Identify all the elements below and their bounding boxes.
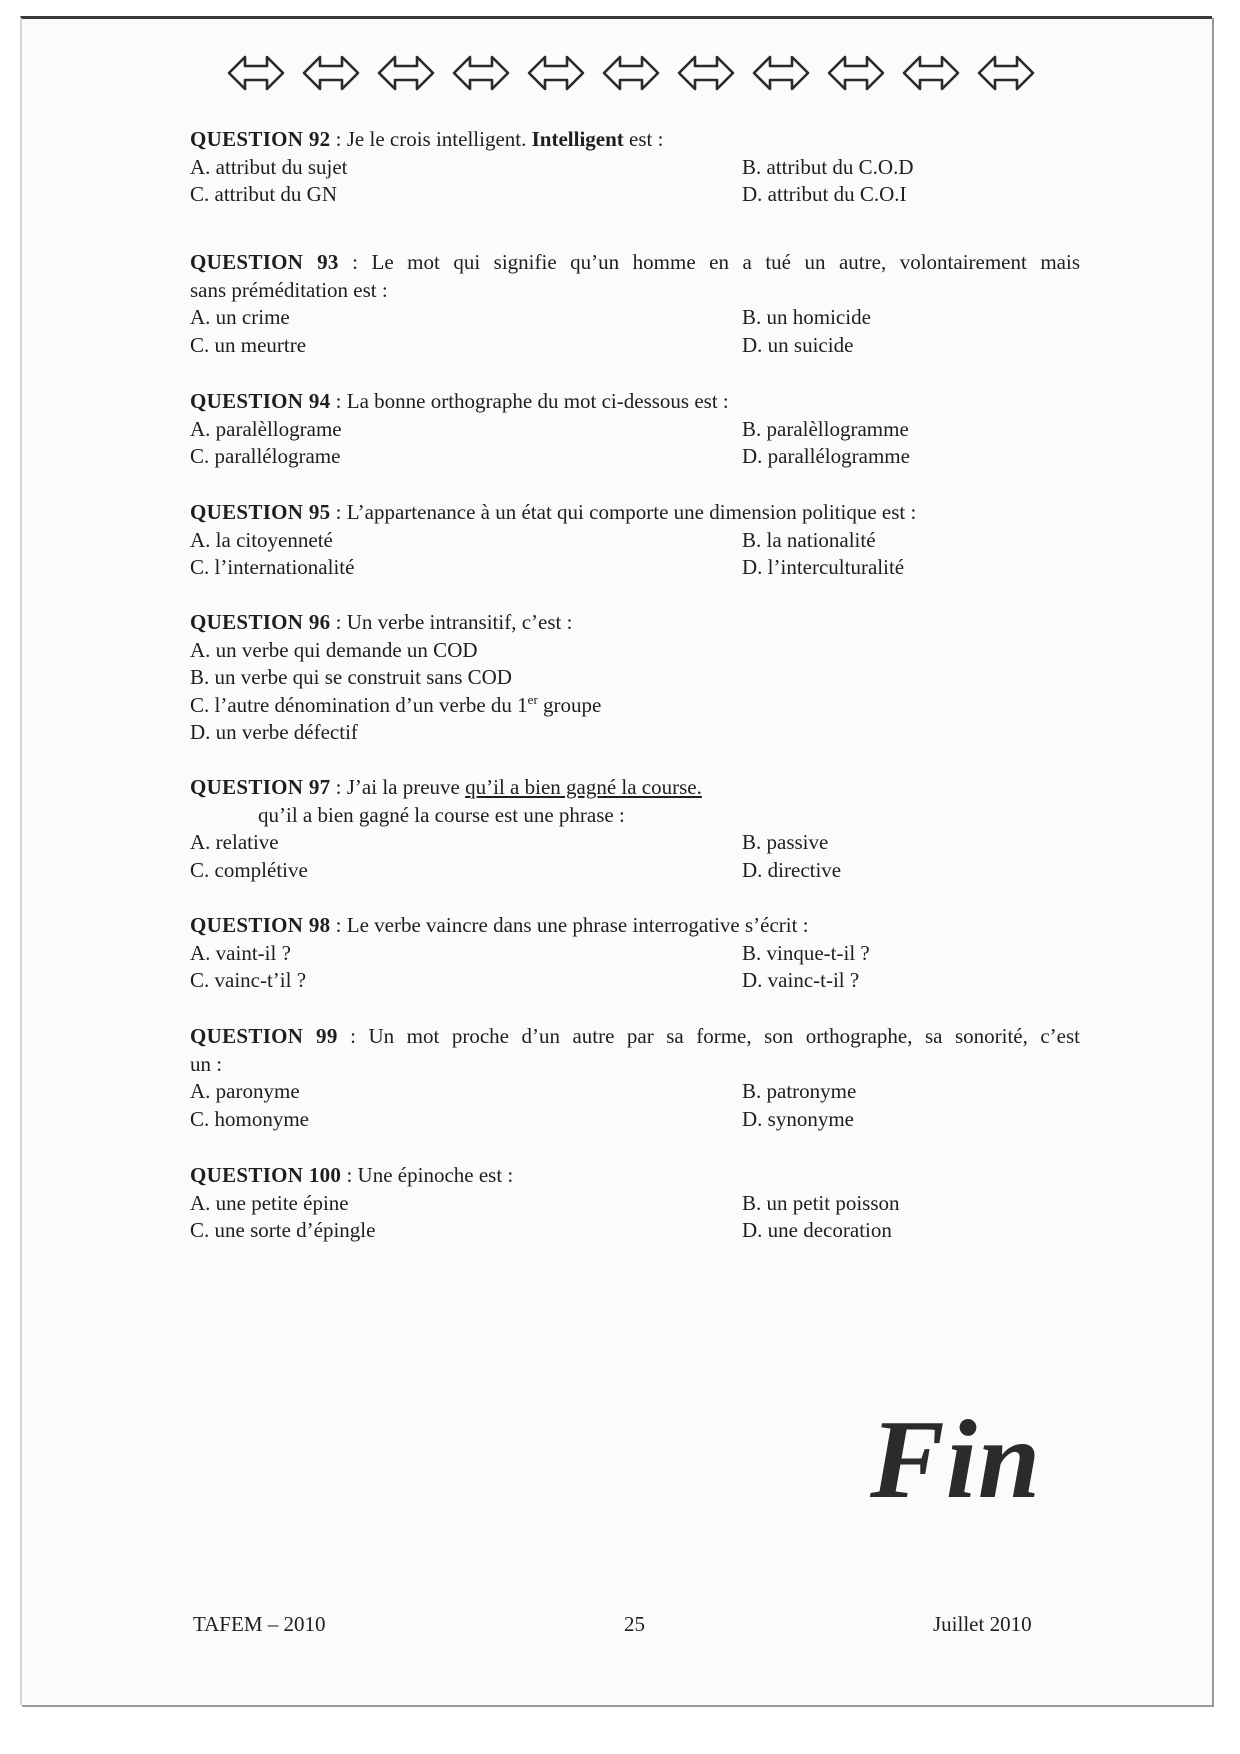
option-d: D. une decoration [742, 1218, 892, 1242]
question-100-prompt [190, 1162, 1080, 1190]
end-mark: Fin [870, 1398, 1042, 1522]
option-a: A. relative [190, 830, 279, 854]
question-93 [190, 249, 1080, 359]
footer-exam-name: TAFEM – 2010 [193, 1612, 326, 1636]
question-text: : Le verbe vaincre dans une phrase interrogative s’écrit : [330, 913, 809, 937]
answer-options [190, 1190, 1080, 1245]
question-95 [190, 499, 1080, 582]
question-text: : Un mot proche d’un autre par sa forme, son orthographe, sa sonorité, c’est [337, 1024, 1081, 1048]
option-c-text-end: groupe [537, 692, 602, 717]
option-a: A. paronyme [190, 1079, 300, 1103]
question-95-prompt [190, 499, 1080, 527]
option-a: A. un verbe qui demande un COD [190, 637, 478, 662]
question-text: : Je le crois intelligent. [330, 127, 532, 151]
option-c [190, 692, 1080, 720]
question-label: QUESTION 99 [190, 1024, 338, 1048]
question-text: : Un verbe intransitif, c’est : [330, 610, 573, 634]
question-92-prompt [190, 126, 1080, 154]
question-94-prompt [190, 388, 1080, 416]
ordinal-superscript: er [527, 691, 538, 707]
question-99-prompt [190, 1023, 1080, 1051]
answer-options [190, 940, 1080, 995]
double-headed-arrow-icon [901, 50, 961, 96]
option-b: B. un homicide [742, 305, 871, 329]
double-headed-arrow-icon [451, 50, 511, 96]
question-label: QUESTION 92 [190, 127, 331, 151]
option-d: D. synonyme [742, 1106, 854, 1131]
question-text: : Une épinoche est : [341, 1163, 514, 1187]
question-label: QUESTION 100 [190, 1163, 342, 1187]
double-headed-arrow-icon [376, 50, 436, 96]
question-94 [190, 388, 1080, 471]
option-a: A. une petite épine [190, 1190, 349, 1215]
option-c-text: C. l’autre dénomination d’un verbe du 1 [190, 692, 528, 717]
option-b: B. vinque-t-il ? [742, 940, 870, 965]
option-b: B. attribut du C.O.D [742, 154, 914, 179]
option-b: B. un verbe qui se construit sans COD [190, 665, 512, 689]
option-b: B. patronyme [742, 1079, 857, 1103]
option-c: C. une sorte d’épingle [190, 1218, 376, 1242]
question-text: : La bonne orthographe du mot ci-dessous est : [330, 389, 729, 413]
option-a: A. vaint-il ? [190, 940, 291, 965]
underlined-clause: qu’il a bien gagné la course. [465, 775, 702, 799]
option-c: C. l’internationalité [190, 555, 355, 579]
double-headed-arrow-icon [526, 50, 586, 96]
option-d: D. un suicide [742, 332, 854, 357]
double-headed-arrow-icon [301, 50, 361, 96]
option-a: A. la citoyenneté [190, 527, 333, 552]
answer-options [190, 416, 1080, 471]
question-96 [190, 609, 1080, 747]
question-text-continued: un : [190, 1051, 223, 1076]
option-a: A. un crime [190, 305, 290, 329]
option-a: A. attribut du sujet [190, 154, 348, 179]
option-d: D. attribut du C.O.I [742, 182, 907, 206]
option-c: C. parallélograme [190, 444, 341, 468]
question-text-continued: qu’il a bien gagné la course est une phrase : [258, 802, 625, 827]
question-92 [190, 126, 1080, 209]
double-headed-arrow-icon [751, 50, 811, 96]
double-headed-arrow-icon [976, 50, 1036, 96]
option-c: C. un meurtre [190, 332, 307, 357]
question-text-continued: sans préméditation est : [190, 277, 388, 302]
question-98 [190, 912, 1080, 995]
option-c: C. homonyme [190, 1106, 309, 1131]
option-a: A. paralèllograme [190, 416, 342, 441]
answer-options [190, 527, 1080, 582]
question-text: : Le mot qui signifie qu’un homme en a tué un autre, volontairement mais [338, 250, 1080, 274]
option-c: C. vainc-t’il ? [190, 968, 307, 992]
footer-date: Juillet 2010 [933, 1612, 1032, 1636]
double-headed-arrow-icon [226, 50, 286, 96]
question-label: QUESTION 98 [190, 913, 331, 937]
decorative-arrow-row [226, 50, 1036, 100]
option-d: D. l’interculturalité [742, 555, 905, 579]
question-98-prompt [190, 912, 1080, 940]
option-c: C. complétive [190, 857, 308, 882]
option-b: B. passive [742, 830, 829, 854]
option-c: C. attribut du GN [190, 182, 337, 206]
question-label: QUESTION 94 [190, 389, 331, 413]
question-96-prompt [190, 609, 1080, 637]
footer-page-number: 25 [624, 1612, 645, 1636]
double-headed-arrow-icon [826, 50, 886, 96]
option-d: D. directive [742, 857, 842, 882]
option-d: D. parallélogramme [742, 444, 910, 468]
answer-options [190, 829, 1080, 884]
question-label: QUESTION 93 [190, 250, 339, 274]
answer-options [190, 637, 1080, 747]
question-label: QUESTION 95 [190, 500, 331, 524]
question-keyword: Intelligent [531, 127, 624, 151]
question-97-prompt [190, 774, 1080, 802]
question-text: : L’appartenance à un état qui comporte une dimension politique est : [330, 500, 917, 524]
option-d: D. vainc-t-il ? [742, 968, 860, 992]
answer-options [190, 1078, 1080, 1133]
double-headed-arrow-icon [676, 50, 736, 96]
question-text: : J’ai la preuve [330, 775, 466, 799]
question-label: QUESTION 96 [190, 610, 331, 634]
question-100 [190, 1162, 1080, 1245]
question-label: QUESTION 97 [190, 775, 331, 799]
question-93-prompt [190, 249, 1080, 277]
double-headed-arrow-icon [601, 50, 661, 96]
option-b: B. paralèllogramme [742, 416, 909, 441]
option-b: B. un petit poisson [742, 1190, 900, 1215]
option-d: D. un verbe défectif [190, 720, 358, 744]
answer-options [190, 154, 1080, 209]
question-99 [190, 1023, 1080, 1133]
question-97 [190, 774, 1080, 884]
question-text: est : [623, 127, 664, 151]
option-b: B. la nationalité [742, 527, 876, 552]
answer-options [190, 304, 1080, 359]
